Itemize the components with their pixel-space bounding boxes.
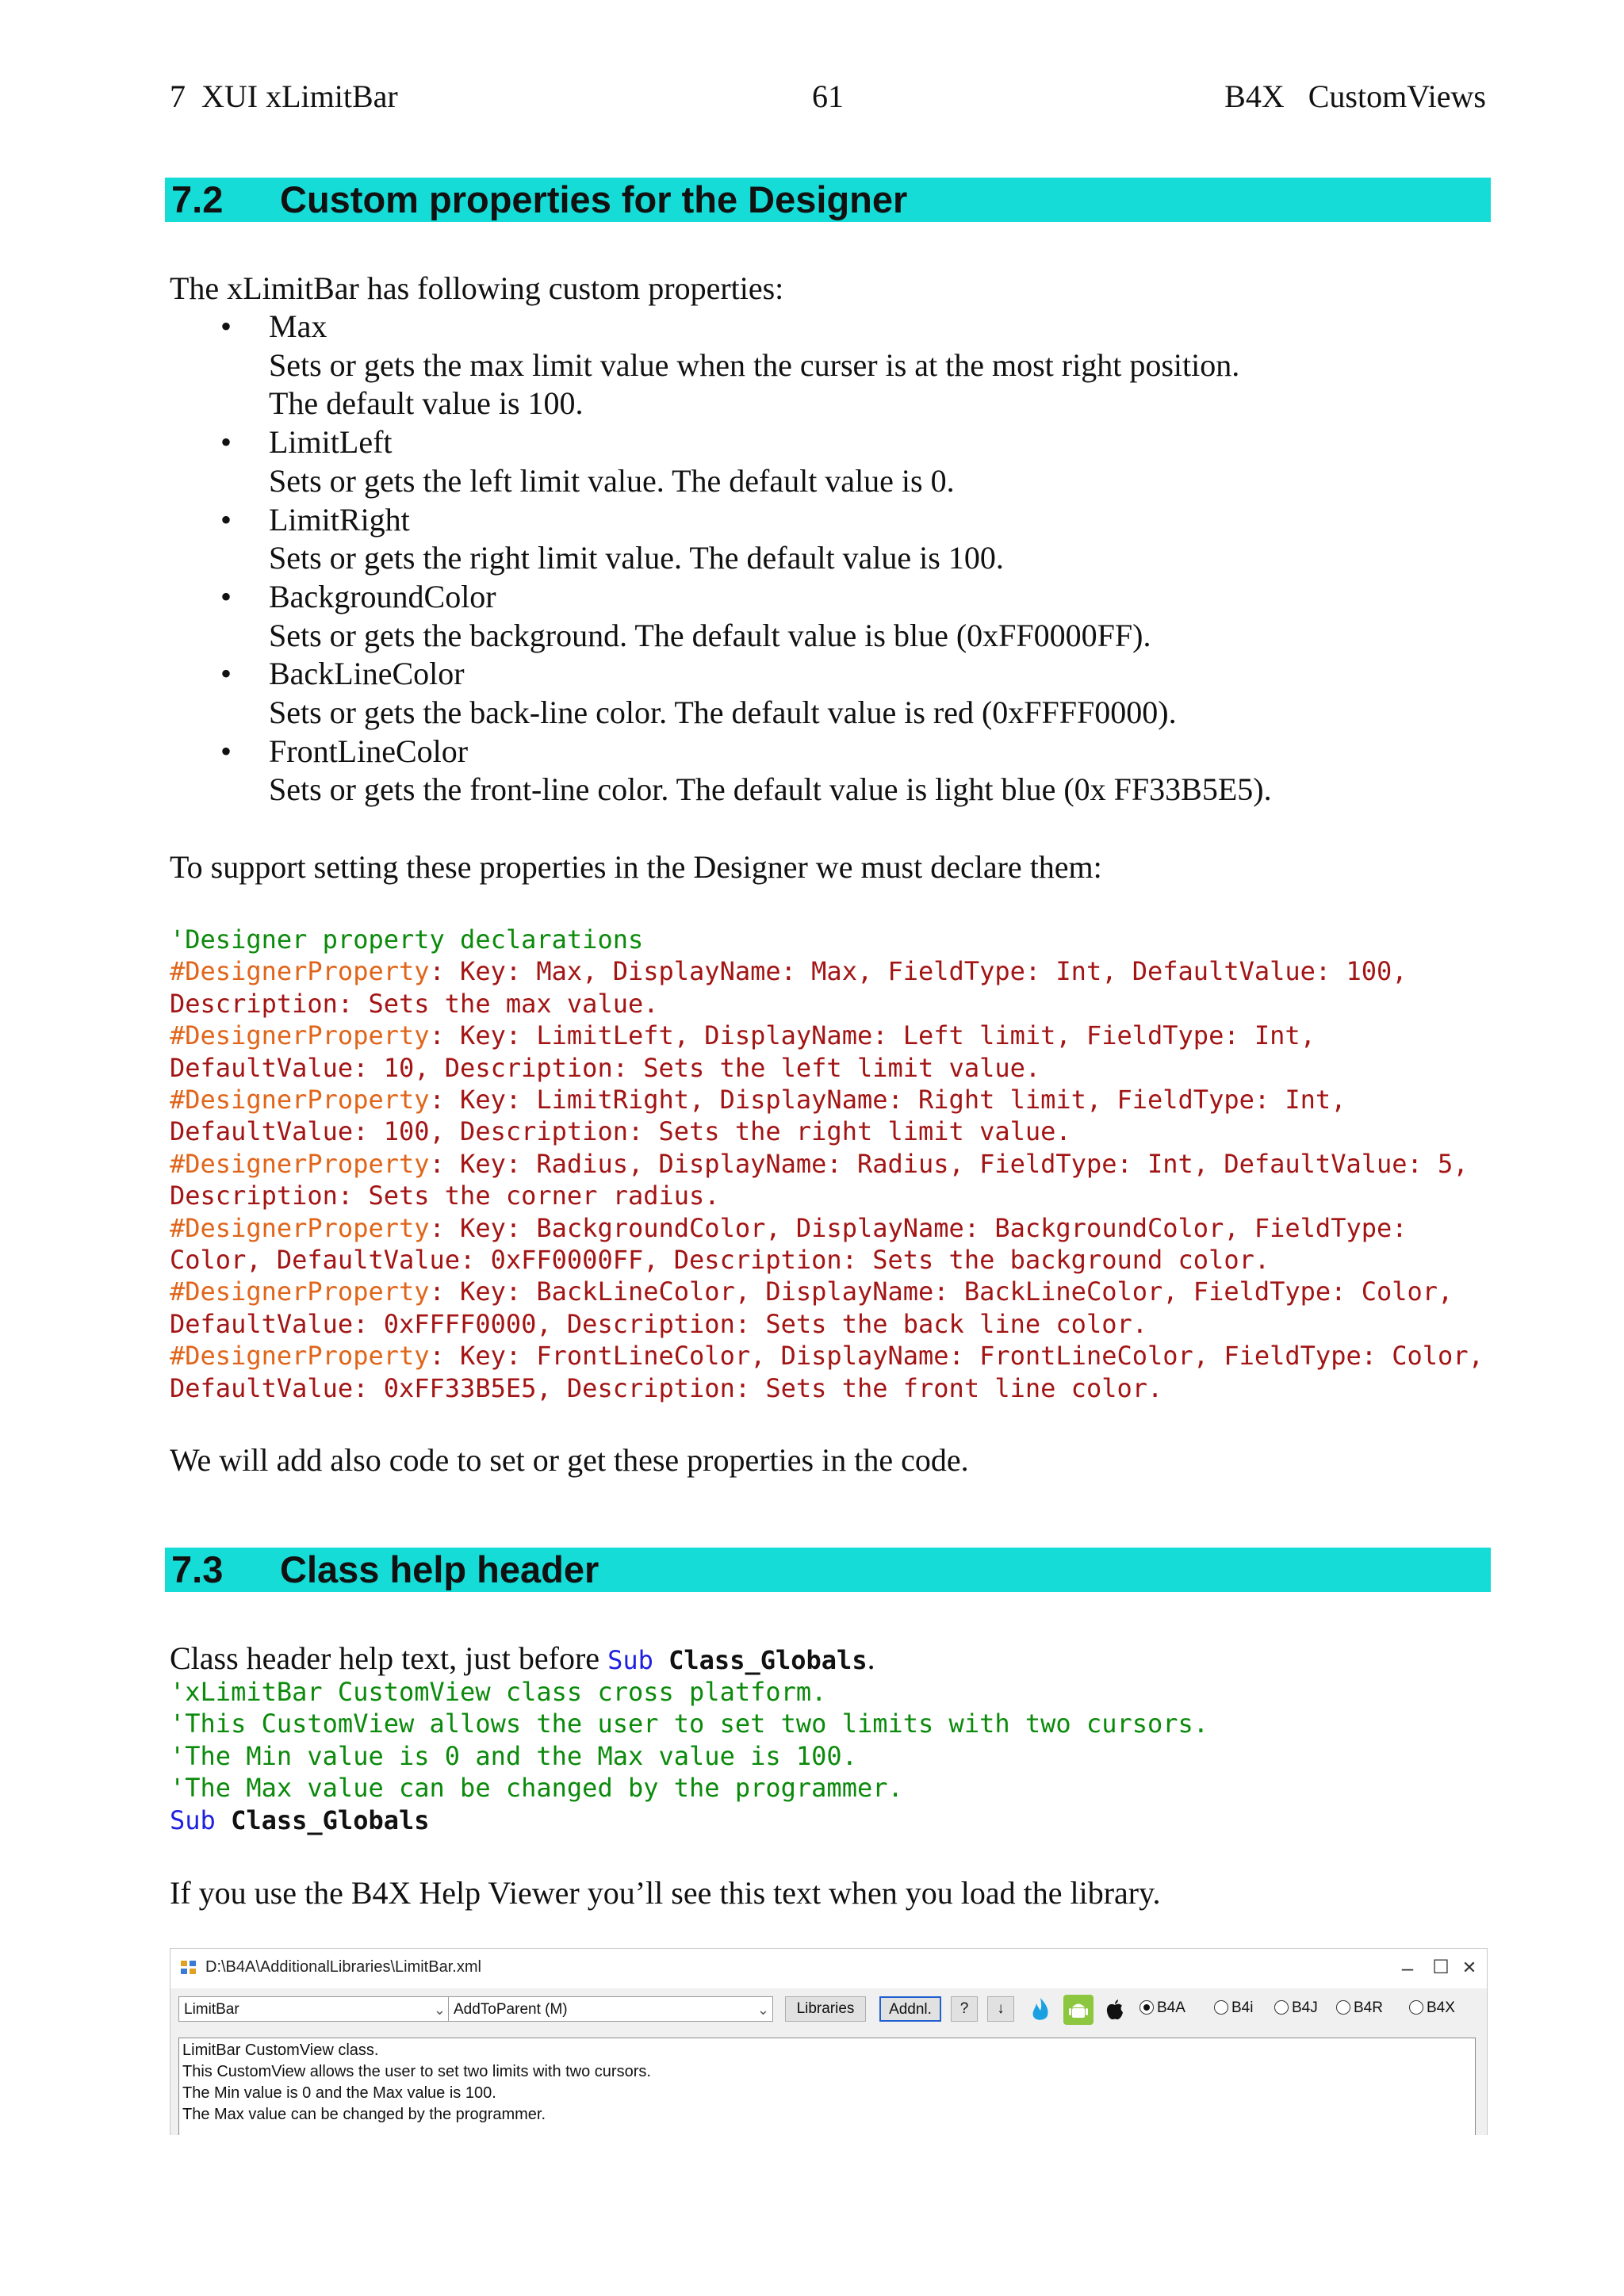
list-item xyxy=(170,308,1272,423)
radio-circle-selected xyxy=(1139,2000,1154,2015)
property-description: Sets or gets the left limit value. The default value is 0. xyxy=(269,462,955,499)
header-chapter: 7 XUI xLimitBar xyxy=(170,78,398,114)
code-keyword: Sub xyxy=(170,1804,216,1835)
chevron-down-icon: ⌄ xyxy=(433,2002,446,2018)
property-description: The default value is 100. xyxy=(269,385,584,422)
code-line: Description: Sets the max value. xyxy=(170,988,659,1019)
section-title: Custom properties for the Designer xyxy=(280,178,908,220)
inline-code-keyword: Sub xyxy=(607,1645,653,1675)
code-line xyxy=(170,1804,1208,1836)
code-keyword: #DesignerProperty xyxy=(170,1148,430,1179)
code-line xyxy=(170,1020,1484,1051)
property-name: Max xyxy=(269,308,327,344)
code-line: DefaultValue: 0xFFFF0000, Description: Sets the back line color. xyxy=(170,1308,1147,1339)
down-button[interactable]: ↓ xyxy=(987,1996,1014,2022)
bullet-icon: • xyxy=(220,733,232,769)
apple-svg xyxy=(1100,1995,1130,2025)
code-text: : Key: BackgroundColor, DisplayName: BackgroundColor, FieldType: xyxy=(429,1212,1408,1243)
list-item xyxy=(170,501,1272,578)
member-combo-value: AddToParent (M) xyxy=(454,2001,568,2018)
property-description: Sets or gets the front-line color. The default value is light blue (0x FF33B5E5). xyxy=(269,771,1272,808)
window-titlebar xyxy=(170,1949,1487,1988)
property-description: Sets or gets the right limit value. The default value is 100. xyxy=(269,540,1004,576)
radio-b4r[interactable] xyxy=(1336,1999,1383,2017)
code-keyword: #DesignerProperty xyxy=(170,956,430,987)
code-text: : Key: Max, DisplayName: Max, FieldType: Int, DefaultValue: 100, xyxy=(429,956,1408,987)
section-heading-7-3 xyxy=(165,1548,1491,1592)
flame-svg xyxy=(1025,1995,1055,2025)
code-line: DefaultValue: 0xFF33B5E5, Description: Sets the front line color. xyxy=(170,1372,1163,1403)
class-header-text: Class header help text, just before xyxy=(170,1640,608,1676)
radio-circle xyxy=(1409,2000,1423,2015)
class-header-period: . xyxy=(867,1640,875,1676)
code-comment: 'The Min value is 0 and the Max value is 100. xyxy=(170,1740,857,1771)
help-line: The Max value can be changed by the programmer. xyxy=(182,2106,546,2123)
help-line: LimitBar CustomView class. xyxy=(182,2042,379,2059)
radio-label: B4J xyxy=(1292,1999,1318,2016)
radio-b4a[interactable] xyxy=(1139,1999,1185,2017)
code-line xyxy=(170,1148,1484,1180)
code-line xyxy=(170,1276,1484,1307)
code-comment: 'Designer property declarations xyxy=(170,924,644,955)
chevron-down-icon: ⌄ xyxy=(756,2002,769,2018)
section-heading-7-2 xyxy=(165,178,1491,222)
code-comment: 'This CustomView allows the user to set two limits with two cursors. xyxy=(170,1709,1209,1739)
minimize-button[interactable]: – xyxy=(1401,1956,1414,1980)
code-line: Color, DefaultValue: 0xFF0000FF, Description: Sets the background color. xyxy=(170,1245,1270,1276)
code-line: DefaultValue: 10, Description: Sets the left limit value. xyxy=(170,1052,1041,1083)
running-header xyxy=(170,78,1486,117)
code-line xyxy=(170,1340,1484,1372)
radio-b4i[interactable] xyxy=(1214,1999,1253,2017)
class-combo[interactable] xyxy=(178,1996,450,2022)
list-item xyxy=(170,733,1272,809)
property-name: FrontLineColor xyxy=(269,733,469,769)
android-icon[interactable] xyxy=(1063,1995,1094,2025)
property-description: Sets or gets the back-line color. The default value is red (0xFFFF0000). xyxy=(269,695,1177,731)
code-line: DefaultValue: 100, Description: Sets the right limit value. xyxy=(170,1116,1071,1147)
code-comment: 'The Max value can be changed by the programmer. xyxy=(170,1773,903,1804)
radio-b4j[interactable] xyxy=(1274,1999,1318,2017)
radio-label: B4A xyxy=(1157,1999,1185,2016)
code-line xyxy=(170,955,1484,987)
property-description: Sets or gets the max limit value when the curser is at the most right position. xyxy=(269,346,1240,383)
help-text-area[interactable] xyxy=(178,2038,1476,2135)
help-line: This CustomView allows the user to set two limits with two cursors. xyxy=(182,2063,651,2080)
bullet-icon: • xyxy=(220,308,232,344)
bullet-icon: • xyxy=(220,424,232,461)
addnl-button[interactable]: Addnl. xyxy=(879,1996,941,2022)
radio-label: B4i xyxy=(1231,1999,1254,2016)
apple-icon[interactable] xyxy=(1100,1995,1130,2025)
section-number: 7.3 xyxy=(171,1548,224,1590)
code-line xyxy=(170,1212,1484,1244)
properties-list xyxy=(170,308,1272,809)
list-item xyxy=(170,423,1272,500)
section-number: 7.2 xyxy=(171,178,224,220)
declare-paragraph: To support setting these properties in the Designer we must declare them: xyxy=(170,849,1102,885)
intro-paragraph: The xLimitBar has following custom properties: xyxy=(170,270,784,306)
bullet-icon: • xyxy=(220,656,232,692)
code-keyword: #DesignerProperty xyxy=(170,1341,430,1372)
property-name: LimitLeft xyxy=(269,424,393,461)
section-title: Class help header xyxy=(280,1548,599,1590)
code-sub-name: Class_Globals xyxy=(231,1804,430,1835)
code-text: : Key: FrontLineColor, DisplayName: FrontLineColor, FieldType: Color, xyxy=(429,1341,1484,1372)
class-combo-value: LimitBar xyxy=(184,2001,239,2018)
code-text: : Key: Radius, DisplayName: Radius, FieldType: Int, DefaultValue: 5, xyxy=(429,1148,1469,1179)
radio-circle xyxy=(1274,2000,1289,2015)
code-keyword: #DesignerProperty xyxy=(170,1085,430,1115)
libraries-button[interactable]: Libraries xyxy=(785,1996,866,2022)
viewer-paragraph: If you use the B4X Help Viewer you’ll see this text when you load the library. xyxy=(170,1875,1161,1911)
property-name: LimitRight xyxy=(269,501,410,538)
close-button[interactable]: ✕ xyxy=(1461,1957,1477,1977)
header-page-number: 61 xyxy=(812,78,844,114)
list-item xyxy=(170,578,1272,655)
inline-code-name: Class_Globals xyxy=(668,1645,868,1675)
code-keyword: #DesignerProperty xyxy=(170,1020,430,1051)
radio-label: B4R xyxy=(1354,1999,1383,2016)
list-item xyxy=(170,655,1272,732)
code-text: : Key: LimitLeft, DisplayName: Left limit, FieldType: Int, xyxy=(429,1020,1316,1051)
code-line: Description: Sets the corner radius. xyxy=(170,1181,720,1211)
android-svg xyxy=(1063,1995,1094,2025)
code-line xyxy=(170,1084,1484,1115)
class-header-paragraph xyxy=(170,1640,875,1679)
code-comment: 'xLimitBar CustomView class cross platform. xyxy=(170,1677,827,1707)
radio-circle xyxy=(1336,2000,1350,2015)
class-header-code xyxy=(170,1676,1208,1836)
member-combo[interactable] xyxy=(448,1996,773,2022)
code-text: : Key: BackLineColor, DisplayName: BackLineColor, FieldType: Color, xyxy=(429,1276,1454,1307)
header-book-title: B4X CustomViews xyxy=(1224,78,1486,114)
help-viewer-window xyxy=(170,1948,1488,2135)
property-description: Sets or gets the background. The default value is blue (0xFF0000FF). xyxy=(269,617,1151,653)
radio-circle xyxy=(1214,2000,1228,2015)
window-toolbar xyxy=(170,1988,1487,2030)
add-code-paragraph: We will add also code to set or get these properties in the code. xyxy=(170,1442,969,1478)
help-button[interactable]: ? xyxy=(951,1996,978,2022)
help-line: The Min value is 0 and the Max value is 100. xyxy=(182,2084,496,2102)
b4i-flame-icon[interactable] xyxy=(1025,1995,1055,2025)
property-name: BackLineColor xyxy=(269,656,465,692)
window-title: D:\B4A\AdditionalLibraries\LimitBar.xml xyxy=(205,1958,481,1976)
code-keyword: #DesignerProperty xyxy=(170,1212,430,1243)
bullet-icon: • xyxy=(220,501,232,538)
designer-properties-code xyxy=(170,924,1484,1404)
radio-b4x[interactable] xyxy=(1409,1999,1455,2017)
radio-label: B4X xyxy=(1427,1999,1455,2016)
app-icon xyxy=(180,1959,197,1976)
code-keyword: #DesignerProperty xyxy=(170,1276,430,1307)
bullet-icon: • xyxy=(220,578,232,614)
maximize-button[interactable]: ☐ xyxy=(1432,1957,1450,1978)
property-name: BackgroundColor xyxy=(269,578,496,614)
code-text: : Key: LimitRight, DisplayName: Right limit, FieldType: Int, xyxy=(429,1085,1346,1115)
inline-code-space xyxy=(653,1645,668,1675)
